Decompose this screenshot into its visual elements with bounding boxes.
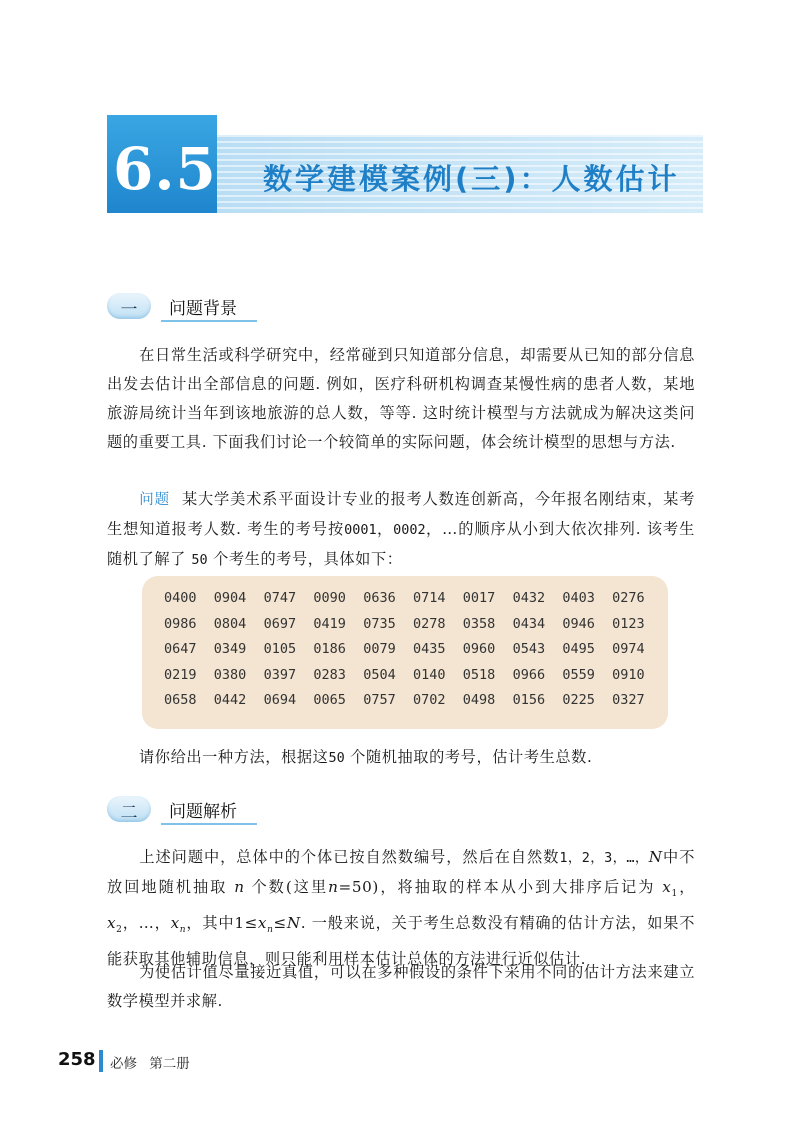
exam-number-cell: 0219 <box>164 666 197 683</box>
sub-1: 1 <box>671 889 678 900</box>
problem-text-a: 某大学美术系平面设计专业的报考人数连创新高，今年报名刚结束，某考生想知道报考人数. 考生的考号按 <box>107 490 696 538</box>
exam-number-cell: 0946 <box>562 615 595 632</box>
exam-number-cell: 0904 <box>213 590 247 606</box>
natural-number-list: 1，2，3，…， <box>559 850 649 866</box>
exam-number-cell: 0702 <box>412 692 446 708</box>
exam-number-cell: 0498 <box>462 692 496 708</box>
exam-number-cell: 0017 <box>462 590 496 606</box>
sample-count: 50 <box>191 552 208 568</box>
section1-title-underline <box>161 293 257 322</box>
exam-number-cell: 0403 <box>562 590 595 606</box>
var-xn: x <box>170 914 180 933</box>
analysis-paragraph-2 <box>107 958 695 1016</box>
exam-number-cell: 0090 <box>313 590 346 606</box>
section2-heading <box>107 796 307 826</box>
problem-label: 问题 <box>139 492 170 508</box>
exam-number-cell: 0986 <box>164 615 197 632</box>
footer-divider <box>99 1050 103 1072</box>
exam-number-cell: 0647 <box>164 641 197 657</box>
section1-title: 问题背景 <box>169 299 237 319</box>
exam-number-second: 0002 <box>393 522 426 538</box>
exam-number-cell: 0543 <box>512 641 546 657</box>
exam-number-cell: 0278 <box>412 615 446 632</box>
question-paragraph <box>107 743 695 773</box>
analysis-text-f: . 一般来说，关于考生总数没有精确的估计方法，如果不能获取其他辅助信息，则只能利用样本估计总体的方法进行近似估计. <box>107 914 695 969</box>
background-text: 在日常生活或科学研究中，经常碰到只知道部分信息，却需要从已知的部分信息出发去估计出全部信息的问题. 例如，医疗科研机构调查某慢性病的患者人数，某地旅游局统计当年到该地旅游的总人数，等等. 这时统计模型与方法就成为解决这类问题的重要工具. 下面我们讨论一个较简单的实际问题，体会统计模型的思想与方法. <box>107 346 695 451</box>
analysis-text-d: ，将抽取的样本从小到大排序后记为 <box>378 878 656 896</box>
exam-number-cell: 0910 <box>612 666 645 683</box>
section2-badge <box>107 796 151 822</box>
exam-number-first: 0001 <box>344 522 377 538</box>
exam-number-grid <box>164 590 662 718</box>
analysis-text-c: 个数(这里 <box>251 878 329 896</box>
exam-number-cell: 0327 <box>612 692 645 708</box>
exam-number-cell: 0559 <box>562 666 595 683</box>
exam-number-cell: 0504 <box>363 666 396 683</box>
analysis-paragraph-1 <box>107 843 695 974</box>
exam-number-cell: 0156 <box>512 692 546 708</box>
exam-number-cell: 0140 <box>412 666 446 683</box>
section1-badge <box>107 293 151 319</box>
exam-number-cell: 0974 <box>612 641 645 657</box>
section1-badge-text: 一 <box>120 300 138 320</box>
exam-number-cell: 0432 <box>512 590 546 606</box>
page-number: 258 <box>58 1049 96 1070</box>
exam-number-cell: 0400 <box>164 590 197 606</box>
analysis-text-b: 中不放回地随机抽取 <box>107 848 695 896</box>
inequality-left: 1≤ <box>234 914 258 933</box>
exam-number-cell: 0757 <box>363 692 396 708</box>
exam-number-cell: 0349 <box>213 641 247 657</box>
problem-paragraph <box>107 485 695 575</box>
exam-number-cell: 0186 <box>313 641 346 657</box>
question-text-b: 个随机抽取的考号，估计考生总数. <box>350 748 593 766</box>
section1-heading <box>107 293 307 323</box>
exam-number-cell: 0960 <box>462 641 496 657</box>
section-number: 6.5 <box>113 135 217 203</box>
sample-size-eq: =50) <box>338 878 379 896</box>
exam-number-cell: 0804 <box>213 615 247 632</box>
exam-number-cell: 0442 <box>213 692 247 708</box>
exam-number-cell: 0495 <box>562 641 595 657</box>
question-text-a: 请你给出一种方法，根据这 <box>139 748 329 766</box>
exam-number-table <box>142 576 668 729</box>
exam-number-cell: 0735 <box>363 615 396 632</box>
var-N: N <box>648 848 663 866</box>
var-N-ineq: N <box>286 914 301 933</box>
book-title: 必修 第二册 <box>110 1056 190 1072</box>
analysis-text-a: 上述问题中，总体中的个体已按自然数编号，然后在自然数 <box>139 848 560 866</box>
exam-number-cell: 0380 <box>213 666 247 683</box>
exam-number-cell: 0747 <box>263 590 297 606</box>
exam-number-cell: 0079 <box>363 641 396 657</box>
problem-text-c: 个考生的考号，具体如下： <box>213 550 403 568</box>
analysis-text-p2: 为使估计值尽量接近真值，可以在多种假设的条件下采用不同的估计方法来建立数学模型并求解. <box>107 963 695 1010</box>
sep-1: ， <box>677 878 695 896</box>
sub-2: 2 <box>116 925 123 936</box>
section2-badge-text: 二 <box>120 803 138 823</box>
var-x2: x <box>107 914 117 933</box>
analysis-text-e: ，其中 <box>186 914 235 933</box>
problem-text-b: ，…的顺序从小到大依次排列. 该考生随机了解了 <box>107 520 695 568</box>
exam-number-cell: 0434 <box>512 615 546 632</box>
section-number-block <box>107 115 217 213</box>
exam-number-cell: 0714 <box>412 590 446 606</box>
exam-number-cell: 0225 <box>562 692 595 708</box>
sub-n: n <box>179 925 187 936</box>
exam-number-cell: 0276 <box>612 590 645 606</box>
exam-number-cell: 0636 <box>363 590 396 606</box>
section-title: 数学建模案例(三)：人数估计 <box>263 162 680 196</box>
exam-number-cell: 0694 <box>263 692 297 708</box>
exam-number-cell: 0518 <box>462 666 496 683</box>
problem-comma: ， <box>376 520 394 538</box>
exam-number-cell: 0435 <box>412 641 446 657</box>
exam-number-cell: 0358 <box>462 615 496 632</box>
exam-number-cell: 0966 <box>512 666 546 683</box>
var-n: n <box>234 878 245 896</box>
exam-number-cell: 0105 <box>263 641 297 657</box>
question-number: 50 <box>328 750 345 766</box>
exam-number-cell: 0419 <box>313 615 346 632</box>
ellipsis: ，…， <box>122 914 171 933</box>
exam-number-cell: 0697 <box>263 615 297 632</box>
var-n-2: n <box>328 878 339 896</box>
section-title-band <box>217 135 703 213</box>
section2-title: 问题解析 <box>169 802 237 822</box>
exam-number-cell: 0123 <box>612 615 645 632</box>
exam-number-cell: 0658 <box>164 692 197 708</box>
exam-number-cell: 0397 <box>263 666 297 683</box>
sub-n-ineq: n <box>267 925 274 936</box>
background-paragraph <box>107 341 695 457</box>
exam-number-cell: 0065 <box>313 692 346 708</box>
section2-title-underline <box>161 796 257 825</box>
var-xn-ineq: x <box>257 914 268 933</box>
exam-number-cell: 0283 <box>313 666 346 683</box>
inequality-right: ≤ <box>273 914 287 933</box>
var-x1: x <box>662 878 672 896</box>
